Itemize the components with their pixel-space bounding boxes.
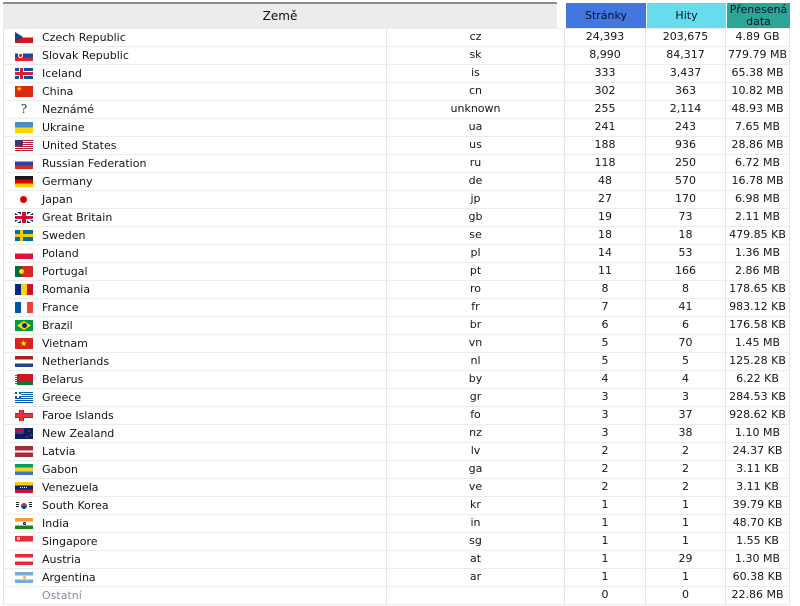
country-name: Czech Republic (42, 30, 126, 44)
table-row (3, 479, 790, 497)
pages-value: 1 (565, 533, 646, 550)
country-cell (3, 353, 387, 370)
country-code: ve (387, 479, 565, 496)
country-cell (3, 515, 387, 532)
bandwidth-value: 16.78 MB (726, 173, 790, 190)
pages-value: 5 (565, 335, 646, 352)
pages-value: 1 (565, 569, 646, 586)
country-code: jp (387, 191, 565, 208)
country-code: sk (387, 47, 565, 64)
pages-value: 27 (565, 191, 646, 208)
hits-value: 363 (646, 83, 726, 100)
country-cell (3, 587, 387, 604)
country-name: United States (42, 138, 117, 152)
country-code: ar (387, 569, 565, 586)
bandwidth-column-header: Přenesená data (727, 3, 790, 28)
bandwidth-value: 1.30 MB (726, 551, 790, 568)
country-code: is (387, 65, 565, 82)
bandwidth-value: 2.11 MB (726, 209, 790, 226)
country-cell (3, 551, 387, 568)
pages-value: 1 (565, 551, 646, 568)
hits-value: 84,317 (646, 47, 726, 64)
table-row (3, 191, 790, 209)
country-cell (3, 569, 387, 586)
country-code: fo (387, 407, 565, 424)
flag-jp-icon (15, 194, 33, 205)
table-row (3, 353, 790, 371)
flag-ar-icon (15, 572, 33, 583)
flag-ro-icon (15, 284, 33, 295)
pages-value: 4 (565, 371, 646, 388)
pages-value: 1 (565, 515, 646, 532)
table-row (3, 317, 790, 335)
bandwidth-value: 1.10 MB (726, 425, 790, 442)
country-name: Netherlands (42, 354, 110, 368)
country-name: Neznámé (42, 102, 94, 116)
country-code: fr (387, 299, 565, 316)
bandwidth-value: 48.93 MB (726, 101, 790, 118)
country-code: ro (387, 281, 565, 298)
hits-value: 203,675 (646, 29, 726, 46)
country-name: South Korea (42, 498, 109, 512)
flag-nl-icon (15, 356, 33, 367)
pages-value: 24,393 (565, 29, 646, 46)
hits-value: 936 (646, 137, 726, 154)
hits-value: 1 (646, 569, 726, 586)
pages-value: 5 (565, 353, 646, 370)
pages-value: 8,990 (565, 47, 646, 64)
country-cell (3, 425, 387, 442)
country-name: Venezuela (42, 480, 99, 494)
pages-value: 241 (565, 119, 646, 136)
bandwidth-value: 1.45 MB (726, 335, 790, 352)
flag-gb-icon (15, 212, 33, 223)
country-name: Brazil (42, 318, 73, 332)
table-row (3, 515, 790, 533)
country-code: vn (387, 335, 565, 352)
country-cell (3, 29, 387, 46)
hits-value: 5 (646, 353, 726, 370)
table-header-row (3, 2, 790, 28)
pages-value: 48 (565, 173, 646, 190)
flag-fo-icon (15, 410, 33, 421)
country-name: Russian Federation (42, 156, 147, 170)
table-row (3, 227, 790, 245)
country-name: Sweden (42, 228, 86, 242)
pages-value: 0 (565, 587, 646, 604)
bandwidth-value: 28.86 MB (726, 137, 790, 154)
hits-value: 250 (646, 155, 726, 172)
bandwidth-value: 284.53 KB (726, 389, 790, 406)
table-row (3, 461, 790, 479)
pages-column-header: Stránky (566, 3, 646, 28)
flag-vn-icon (15, 338, 33, 349)
country-name: Greece (42, 390, 82, 404)
unknown-country-icon: ? (20, 104, 28, 115)
flag-is-icon (15, 68, 33, 79)
flag-lv-icon (15, 446, 33, 457)
pages-value: 3 (565, 407, 646, 424)
pages-value: 3 (565, 425, 646, 442)
hits-value: 41 (646, 299, 726, 316)
bandwidth-value: 48.70 KB (726, 515, 790, 532)
bandwidth-value: 2.86 MB (726, 263, 790, 280)
country-name: Great Britain (42, 210, 113, 224)
country-code: pt (387, 263, 565, 280)
country-code: lv (387, 443, 565, 460)
table-row (3, 119, 790, 137)
hits-value: 2 (646, 443, 726, 460)
country-name: Ukraine (42, 120, 85, 134)
pages-value: 8 (565, 281, 646, 298)
hits-value: 4 (646, 371, 726, 388)
country-cell (3, 317, 387, 334)
pages-value: 7 (565, 299, 646, 316)
country-name: Slovak Republic (42, 48, 129, 62)
country-cell (3, 497, 387, 514)
pages-value: 1 (565, 497, 646, 514)
country-cell (3, 299, 387, 316)
country-name: Romania (42, 282, 91, 296)
flag-pl-icon (15, 248, 33, 259)
flag-cn-icon (15, 86, 33, 97)
hits-value: 6 (646, 317, 726, 334)
table-row (3, 155, 790, 173)
hits-value: 2 (646, 461, 726, 478)
hits-value: 38 (646, 425, 726, 442)
country-name: Vietnam (42, 336, 88, 350)
country-name: New Zealand (42, 426, 115, 440)
country-code: cz (387, 29, 565, 46)
country-cell (3, 389, 387, 406)
table-row (3, 173, 790, 191)
bandwidth-value: 176.58 KB (726, 317, 790, 334)
country-name: Ostatní (42, 588, 82, 602)
country-cell (3, 137, 387, 154)
bandwidth-value: 1.55 KB (726, 533, 790, 550)
country-code: by (387, 371, 565, 388)
country-code: gr (387, 389, 565, 406)
country-code (387, 587, 565, 604)
flag-gr-icon (15, 392, 33, 403)
hits-value: 73 (646, 209, 726, 226)
country-cell (3, 263, 387, 280)
countries-stats-table (3, 2, 790, 605)
pages-value: 333 (565, 65, 646, 82)
hits-value: 1 (646, 497, 726, 514)
country-cell (3, 245, 387, 262)
flag-ua-icon (15, 122, 33, 133)
hits-value: 53 (646, 245, 726, 262)
country-name: Portugal (42, 264, 88, 278)
country-cell (3, 335, 387, 352)
table-row (3, 137, 790, 155)
bandwidth-value: 7.65 MB (726, 119, 790, 136)
country-name: China (42, 84, 74, 98)
hits-value: 570 (646, 173, 726, 190)
hits-value: 2,114 (646, 101, 726, 118)
bandwidth-value: 39.79 KB (726, 497, 790, 514)
table-row (3, 443, 790, 461)
flag-de-icon (15, 176, 33, 187)
pages-value: 11 (565, 263, 646, 280)
hits-value: 1 (646, 533, 726, 550)
bandwidth-value: 3.11 KB (726, 479, 790, 496)
flag-kr-icon (15, 500, 33, 511)
bandwidth-value: 65.38 MB (726, 65, 790, 82)
country-name: Austria (42, 552, 81, 566)
table-row (3, 551, 790, 569)
country-cell (3, 533, 387, 550)
pages-value: 2 (565, 479, 646, 496)
country-code: kr (387, 497, 565, 514)
table-row (3, 101, 790, 119)
no-flag-spacer (15, 590, 33, 601)
bandwidth-value: 24.37 KB (726, 443, 790, 460)
pages-value: 6 (565, 317, 646, 334)
table-row (3, 263, 790, 281)
country-name: Gabon (42, 462, 78, 476)
table-row (3, 533, 790, 551)
country-name: Argentina (42, 570, 96, 584)
table-row (3, 245, 790, 263)
country-cell (3, 461, 387, 478)
flag-at-icon (15, 554, 33, 565)
flag-nz-icon (15, 428, 33, 439)
country-code: ua (387, 119, 565, 136)
table-row (3, 299, 790, 317)
hits-value: 2 (646, 479, 726, 496)
country-code: cn (387, 83, 565, 100)
country-code: gb (387, 209, 565, 226)
hits-value: 8 (646, 281, 726, 298)
country-code: in (387, 515, 565, 532)
bandwidth-value: 4.89 GB (726, 29, 790, 46)
country-cell (3, 191, 387, 208)
bandwidth-value: 178.65 KB (726, 281, 790, 298)
country-code: se (387, 227, 565, 244)
flag-se-icon (15, 230, 33, 241)
table-row (3, 407, 790, 425)
other-countries-row (3, 587, 790, 605)
flag-cz-icon (15, 32, 33, 43)
country-name: France (42, 300, 79, 314)
hits-value: 3,437 (646, 65, 726, 82)
country-name: Belarus (42, 372, 84, 386)
pages-value: 188 (565, 137, 646, 154)
hits-value: 243 (646, 119, 726, 136)
country-code: unknown (387, 101, 565, 118)
country-cell (3, 479, 387, 496)
hits-value: 18 (646, 227, 726, 244)
country-code: br (387, 317, 565, 334)
bandwidth-value: 6.22 KB (726, 371, 790, 388)
country-cell (3, 407, 387, 424)
flag-ru-icon (15, 158, 33, 169)
pages-value: 3 (565, 389, 646, 406)
country-code: us (387, 137, 565, 154)
table-row (3, 209, 790, 227)
table-row (3, 29, 790, 47)
bandwidth-value: 928.62 KB (726, 407, 790, 424)
hits-value: 29 (646, 551, 726, 568)
country-cell (3, 155, 387, 172)
flag-ga-icon (15, 464, 33, 475)
table-row (3, 371, 790, 389)
country-column-header: Země (3, 2, 557, 28)
pages-value: 18 (565, 227, 646, 244)
flag-pt-icon (15, 266, 33, 277)
bandwidth-value: 1.36 MB (726, 245, 790, 262)
hits-value: 70 (646, 335, 726, 352)
country-code: de (387, 173, 565, 190)
bandwidth-value: 10.82 MB (726, 83, 790, 100)
flag-by-icon (15, 374, 33, 385)
country-cell (3, 227, 387, 244)
table-body (3, 28, 790, 605)
hits-value: 166 (646, 263, 726, 280)
pages-value: 14 (565, 245, 646, 262)
country-name: Faroe Islands (42, 408, 114, 422)
hits-value: 3 (646, 389, 726, 406)
country-name: Latvia (42, 444, 76, 458)
country-code: pl (387, 245, 565, 262)
flag-sg-icon (15, 536, 33, 547)
country-cell (3, 371, 387, 388)
hits-value: 170 (646, 191, 726, 208)
bandwidth-value: 125.28 KB (726, 353, 790, 370)
pages-value: 302 (565, 83, 646, 100)
flag-in-icon (15, 518, 33, 529)
hits-column-header: Hity (647, 3, 726, 28)
country-code: ga (387, 461, 565, 478)
country-cell (3, 83, 387, 100)
country-cell (3, 101, 387, 118)
table-row (3, 47, 790, 65)
country-name: Germany (42, 174, 93, 188)
country-name: Japan (42, 192, 73, 206)
country-cell (3, 281, 387, 298)
country-code: nl (387, 353, 565, 370)
table-row (3, 389, 790, 407)
bandwidth-value: 779.79 MB (726, 47, 790, 64)
table-row (3, 569, 790, 587)
country-name: Singapore (42, 534, 98, 548)
pages-value: 2 (565, 461, 646, 478)
table-row (3, 83, 790, 101)
flag-ve-icon (15, 482, 33, 493)
country-cell (3, 209, 387, 226)
pages-value: 2 (565, 443, 646, 460)
country-cell (3, 119, 387, 136)
flag-fr-icon (15, 302, 33, 313)
table-row (3, 65, 790, 83)
country-name: Iceland (42, 66, 82, 80)
table-row (3, 497, 790, 515)
pages-value: 255 (565, 101, 646, 118)
flag-us-icon (15, 140, 33, 151)
table-row (3, 281, 790, 299)
bandwidth-value: 983.12 KB (726, 299, 790, 316)
table-row (3, 425, 790, 443)
country-code: at (387, 551, 565, 568)
bandwidth-value: 6.98 MB (726, 191, 790, 208)
country-code: nz (387, 425, 565, 442)
country-cell (3, 173, 387, 190)
hits-value: 0 (646, 587, 726, 604)
country-cell (3, 47, 387, 64)
pages-value: 19 (565, 209, 646, 226)
flag-br-icon (15, 320, 33, 331)
country-code: sg (387, 533, 565, 550)
country-name: India (42, 516, 69, 530)
table-row (3, 335, 790, 353)
country-code: ru (387, 155, 565, 172)
bandwidth-value: 3.11 KB (726, 461, 790, 478)
bandwidth-value: 479.85 KB (726, 227, 790, 244)
flag-sk-icon (15, 50, 33, 61)
bandwidth-value: 6.72 MB (726, 155, 790, 172)
country-cell (3, 443, 387, 460)
country-name: Poland (42, 246, 79, 260)
country-cell (3, 65, 387, 82)
bandwidth-value: 22.86 MB (726, 587, 790, 604)
pages-value: 118 (565, 155, 646, 172)
hits-value: 37 (646, 407, 726, 424)
hits-value: 1 (646, 515, 726, 532)
bandwidth-value: 60.38 KB (726, 569, 790, 586)
